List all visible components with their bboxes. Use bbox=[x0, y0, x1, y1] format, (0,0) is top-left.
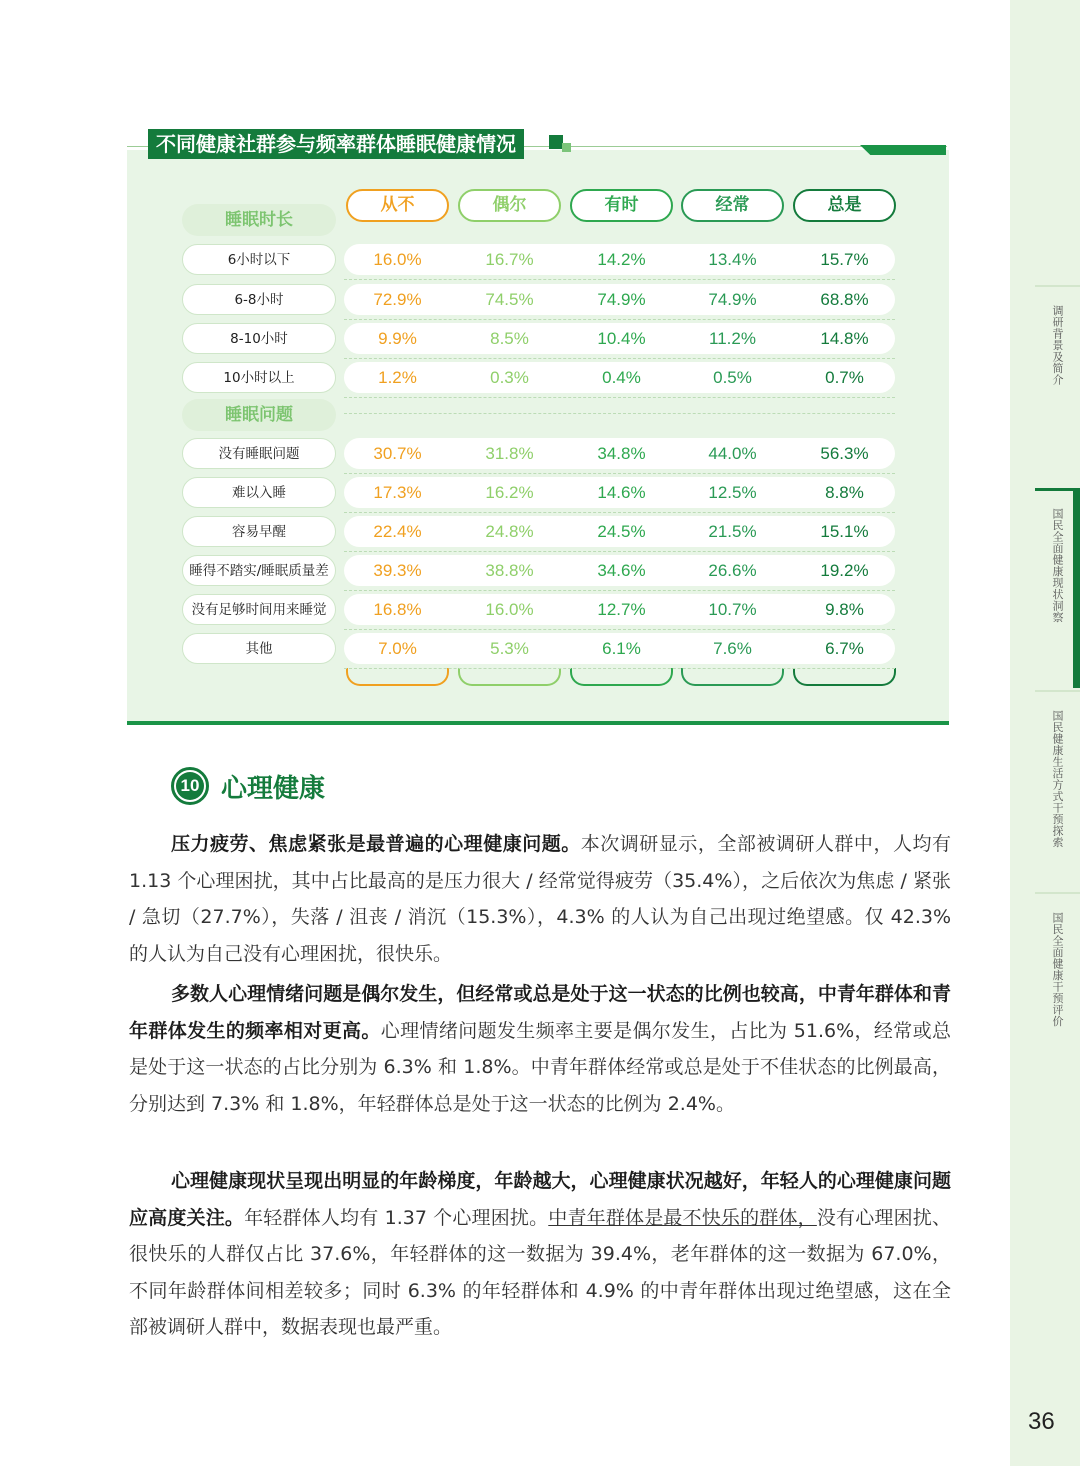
sidebar-tab-background[interactable] bbox=[1035, 285, 1080, 485]
table-cell: 30.7% bbox=[373, 444, 422, 463]
table-cell: 15.1% bbox=[820, 522, 869, 541]
table-cell: 6.7% bbox=[825, 639, 864, 658]
paragraph-1 bbox=[129, 826, 951, 972]
table-cell: 9.9% bbox=[378, 329, 417, 348]
table-cell: 11.2% bbox=[709, 329, 756, 348]
row-divider bbox=[344, 473, 895, 474]
table-cell: 10.7% bbox=[708, 600, 757, 619]
table-cell: 5.3% bbox=[490, 639, 529, 658]
row-divider bbox=[344, 590, 895, 591]
sidebar-tab-label: 调研背景及简介 bbox=[1051, 305, 1064, 386]
sidebar-tab-label: 国民全面健康现状洞察 bbox=[1051, 508, 1064, 623]
row-label: 没有睡眠问题 bbox=[182, 438, 336, 469]
table-cell: 74.9% bbox=[597, 290, 646, 309]
row-divider bbox=[344, 279, 895, 280]
table-cell: 56.3% bbox=[820, 444, 869, 463]
table-cell: 68.8% bbox=[820, 290, 869, 309]
paragraph-body: 心理情绪问题发生频率主要是偶尔发生，占比为 51.6%，经常或总是处于这一状态的占比分别为 6.3% 和 1.8%。中青年群体经常或总是处于不佳状态的比例最高，分别达到 7.3% 和 1.8%，年轻群体总是处于这一状态的比例为 2.4%。 bbox=[129, 1019, 951, 1115]
row-label: 容易早醒 bbox=[182, 516, 336, 547]
table-cell: 7.6% bbox=[713, 639, 752, 658]
active-tab-marker bbox=[1073, 488, 1080, 688]
table-cell: 16.0% bbox=[485, 600, 534, 619]
table-cell: 16.2% bbox=[485, 483, 534, 502]
table-cell: 16.7% bbox=[485, 250, 534, 269]
table-cell: 8.8% bbox=[825, 483, 864, 502]
table-cell: 0.3% bbox=[490, 368, 529, 387]
table-cell: 14.2% bbox=[597, 250, 646, 269]
sidebar-tab-label: 国民健康生活方式干预探索 bbox=[1051, 710, 1064, 848]
table-cell: 16.0% bbox=[373, 250, 422, 269]
table-cell: 6.1% bbox=[602, 639, 641, 658]
table-cell: 14.8% bbox=[820, 329, 869, 348]
row-label: 10小时以上 bbox=[182, 362, 336, 393]
table-cell: 24.5% bbox=[597, 522, 646, 541]
column-footer bbox=[793, 668, 896, 686]
panel-corner-accent bbox=[860, 145, 946, 155]
paragraph-underlined: 中青年群体是最不快乐的群体， bbox=[548, 1206, 817, 1229]
column-footer bbox=[681, 668, 784, 686]
table-cell: 24.8% bbox=[485, 522, 534, 541]
paragraph-body: 本次调研显示，全部被调研人群中，人均有 1.13 个心理困扰，其中占比最高的是压力很大 / 经常觉得疲劳（35.4%），之后依次为焦虑 / 紧张 / 急切（27.7%），失落 / 沮丧 / 消沉（15.3%），4.3% 的人认为自己出现过绝望感。仅 42.3% 的人认为自己没有心理困扰，很快乐。 bbox=[129, 833, 951, 965]
table-cell: 72.9% bbox=[373, 290, 422, 309]
row-label: 没有足够时间用来睡觉 bbox=[182, 594, 336, 625]
table-cell: 12.7% bbox=[597, 600, 646, 619]
row-label: 难以入睡 bbox=[182, 477, 336, 508]
table-cell: 15.7% bbox=[820, 250, 869, 269]
column-header: 总是 bbox=[793, 189, 896, 222]
table-cell: 8.5% bbox=[490, 329, 529, 348]
section-label: 睡眠问题 bbox=[182, 399, 336, 431]
paragraph-lead: 多数人心理情绪问题是偶尔发生，但经常或总是处于这一状态的比例也较高，中青年群体和青年群体发生的频率相对更高。 bbox=[129, 983, 951, 1042]
sidebar-tab-label: 国民全面健康干预评价 bbox=[1051, 912, 1064, 1027]
section-title: 心理健康 bbox=[221, 774, 326, 804]
table-cell: 10.4% bbox=[597, 329, 646, 348]
table-cell: 21.5% bbox=[708, 522, 757, 541]
table-cell: 0.7% bbox=[825, 368, 864, 387]
table-cell: 13.4% bbox=[708, 250, 757, 269]
table-cell: 19.2% bbox=[820, 561, 869, 580]
table-cell: 14.6% bbox=[597, 483, 646, 502]
table-cell: 16.8% bbox=[373, 600, 422, 619]
row-label: 其他 bbox=[182, 633, 336, 664]
paragraph-lead: 压力疲劳、焦虑紧张是最普遍的心理健康问题。 bbox=[171, 833, 581, 855]
column-header: 经常 bbox=[681, 189, 784, 222]
column-footer bbox=[346, 668, 449, 686]
row-divider bbox=[344, 668, 895, 669]
sidebar-tab-evaluation[interactable] bbox=[1035, 892, 1080, 1092]
row-divider bbox=[344, 551, 895, 552]
column-header: 偶尔 bbox=[458, 189, 561, 222]
table-cell: 0.5% bbox=[713, 368, 752, 387]
title-decoration-square-small bbox=[562, 143, 571, 152]
table-cell: 74.5% bbox=[485, 290, 534, 309]
paragraph-3 bbox=[129, 1163, 951, 1346]
sidebar-tab-health-status[interactable] bbox=[1035, 488, 1080, 688]
table-cell: 17.3% bbox=[373, 483, 422, 502]
row-divider bbox=[344, 512, 895, 513]
section-number: 10 bbox=[176, 772, 204, 800]
paragraph-2 bbox=[129, 976, 951, 1122]
row-divider bbox=[344, 397, 895, 398]
row-divider bbox=[344, 358, 895, 359]
table-cell: 39.3% bbox=[373, 561, 422, 580]
table-cell: 22.4% bbox=[373, 522, 422, 541]
paragraph-body-continued: 没有心理困扰、很快乐的人群仅占比 37.6%，年轻群体的这一数据为 39.4%，老年群体的这一数据为 67.0%，不同年龄群体间相差较多；同时 6.3% 的年轻群体和 4.9% 的中青年群体出现过绝望感，这在全部被调研人群中，数据表现也最严重。 bbox=[129, 1206, 951, 1338]
column-footer bbox=[458, 668, 561, 686]
paragraph-body: 年轻群体人均有 1.37 个心理困扰。 bbox=[244, 1206, 549, 1229]
table-title: 不同健康社群参与频率群体睡眠健康情况 bbox=[148, 129, 524, 159]
paragraph-lead: 心理健康现状呈现出明显的年龄梯度，年龄越大，心理健康状况越好，年轻人的心理健康问题应高度关注。 bbox=[129, 1170, 951, 1229]
sidebar-tab-lifestyle[interactable] bbox=[1035, 690, 1080, 890]
table-cell: 12.5% bbox=[708, 483, 757, 502]
section-label: 睡眠时长 bbox=[182, 204, 336, 236]
table-cell: 1.2% bbox=[378, 368, 417, 387]
row-divider bbox=[344, 629, 895, 630]
column-footer bbox=[570, 668, 673, 686]
column-header: 从不 bbox=[346, 189, 449, 222]
table-cell: 31.8% bbox=[485, 444, 534, 463]
table-cell: 74.9% bbox=[708, 290, 757, 309]
table-cell: 26.6% bbox=[708, 561, 757, 580]
table-cell: 0.4% bbox=[602, 368, 641, 387]
table-cell: 44.0% bbox=[708, 444, 757, 463]
row-label: 6-8小时 bbox=[182, 284, 336, 315]
table-cell: 7.0% bbox=[378, 639, 417, 658]
table-cell: 9.8% bbox=[825, 600, 864, 619]
column-header: 有时 bbox=[570, 189, 673, 222]
title-decoration-square bbox=[549, 135, 563, 149]
row-divider bbox=[344, 413, 895, 414]
table-cell: 34.8% bbox=[597, 444, 646, 463]
row-label: 睡得不踏实/睡眠质量差 bbox=[182, 555, 336, 586]
table-cell: 38.8% bbox=[485, 561, 534, 580]
row-label: 8-10小时 bbox=[182, 323, 336, 354]
page-number: 36 bbox=[1028, 1408, 1055, 1435]
row-divider bbox=[344, 319, 895, 320]
row-label: 6小时以下 bbox=[182, 244, 336, 275]
table-cell: 34.6% bbox=[597, 561, 646, 580]
